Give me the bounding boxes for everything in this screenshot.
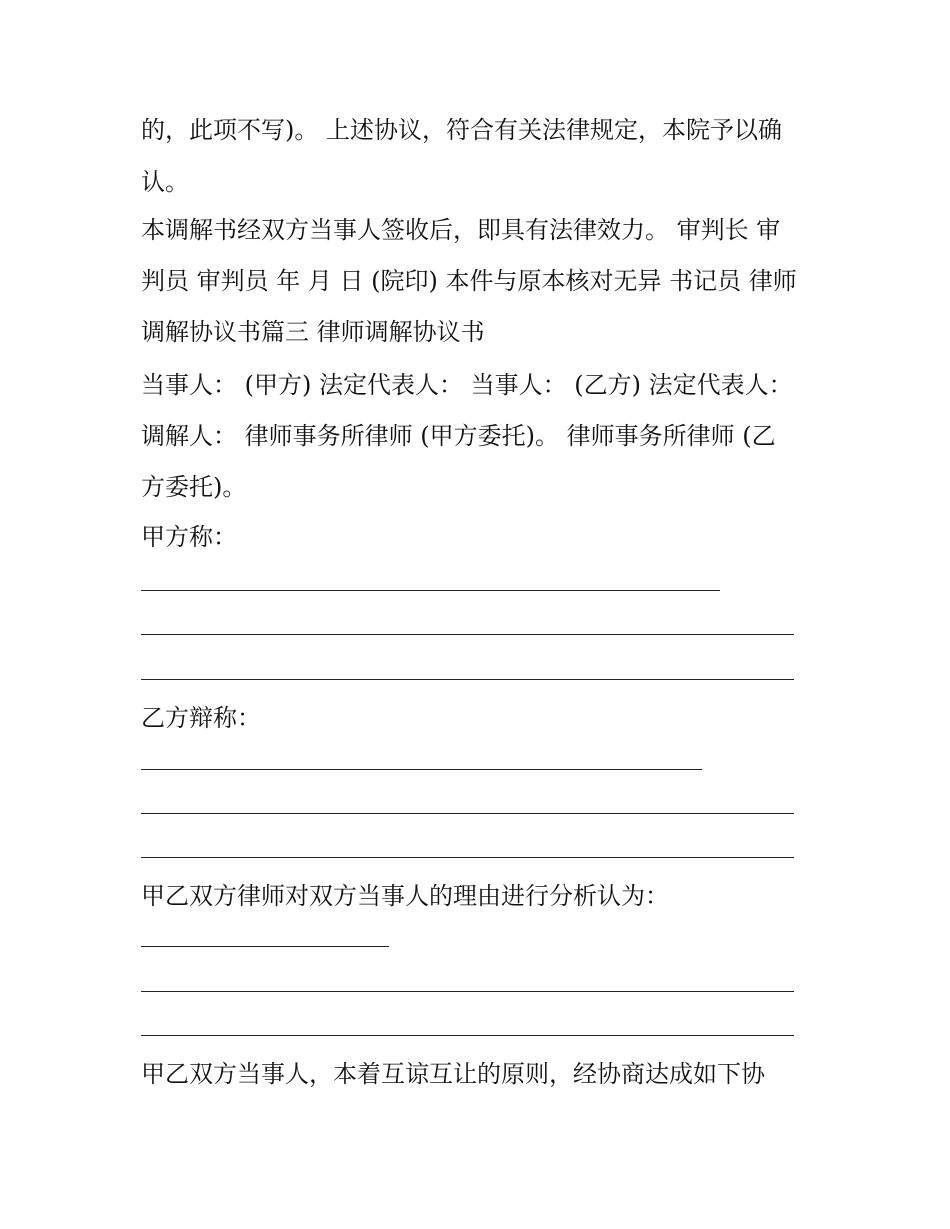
section-label-lawyer-analysis: 甲乙双方律师对双方当事人的理由进行分析认为： <box>141 882 669 910</box>
blank-line <box>141 857 794 858</box>
section-label-party-b: 乙方辩称： <box>141 704 261 732</box>
text-line-3: 本调解书经双方当事人签收后，即具有法律效力。 审判长 审 <box>141 216 781 244</box>
text-line-1: 的，此项不写)。 上述协议，符合有关法律规定，本院予以确 <box>141 116 782 144</box>
section-label-party-a: 甲方称： <box>141 523 237 551</box>
text-line-5: 调解协议书篇三 律师调解协议书 <box>141 318 485 346</box>
blank-line <box>141 946 389 947</box>
text-line-8: 方委托)。 <box>141 473 247 501</box>
blank-line <box>141 679 794 680</box>
text-line-7: 调解人： 律师事务所律师 (甲方委托)。 律师事务所律师 (乙 <box>141 422 776 450</box>
text-line-6: 当事人： (甲方) 法定代表人： 当事人： (乙方) 法定代表人： <box>141 371 793 399</box>
blank-line <box>141 1035 794 1036</box>
blank-line <box>141 769 702 770</box>
blank-line <box>141 590 720 591</box>
text-line-agreement: 甲乙双方当事人，本着互谅互让的原则，经协商达成如下协 <box>141 1060 765 1088</box>
blank-line <box>141 634 794 635</box>
blank-line <box>141 991 794 992</box>
text-line-4: 判员 审判员 年 月 日 (院印) 本件与原本核对无异 书记员 律师 <box>141 267 797 295</box>
blank-line <box>141 813 794 814</box>
text-line-2: 认。 <box>141 168 189 196</box>
